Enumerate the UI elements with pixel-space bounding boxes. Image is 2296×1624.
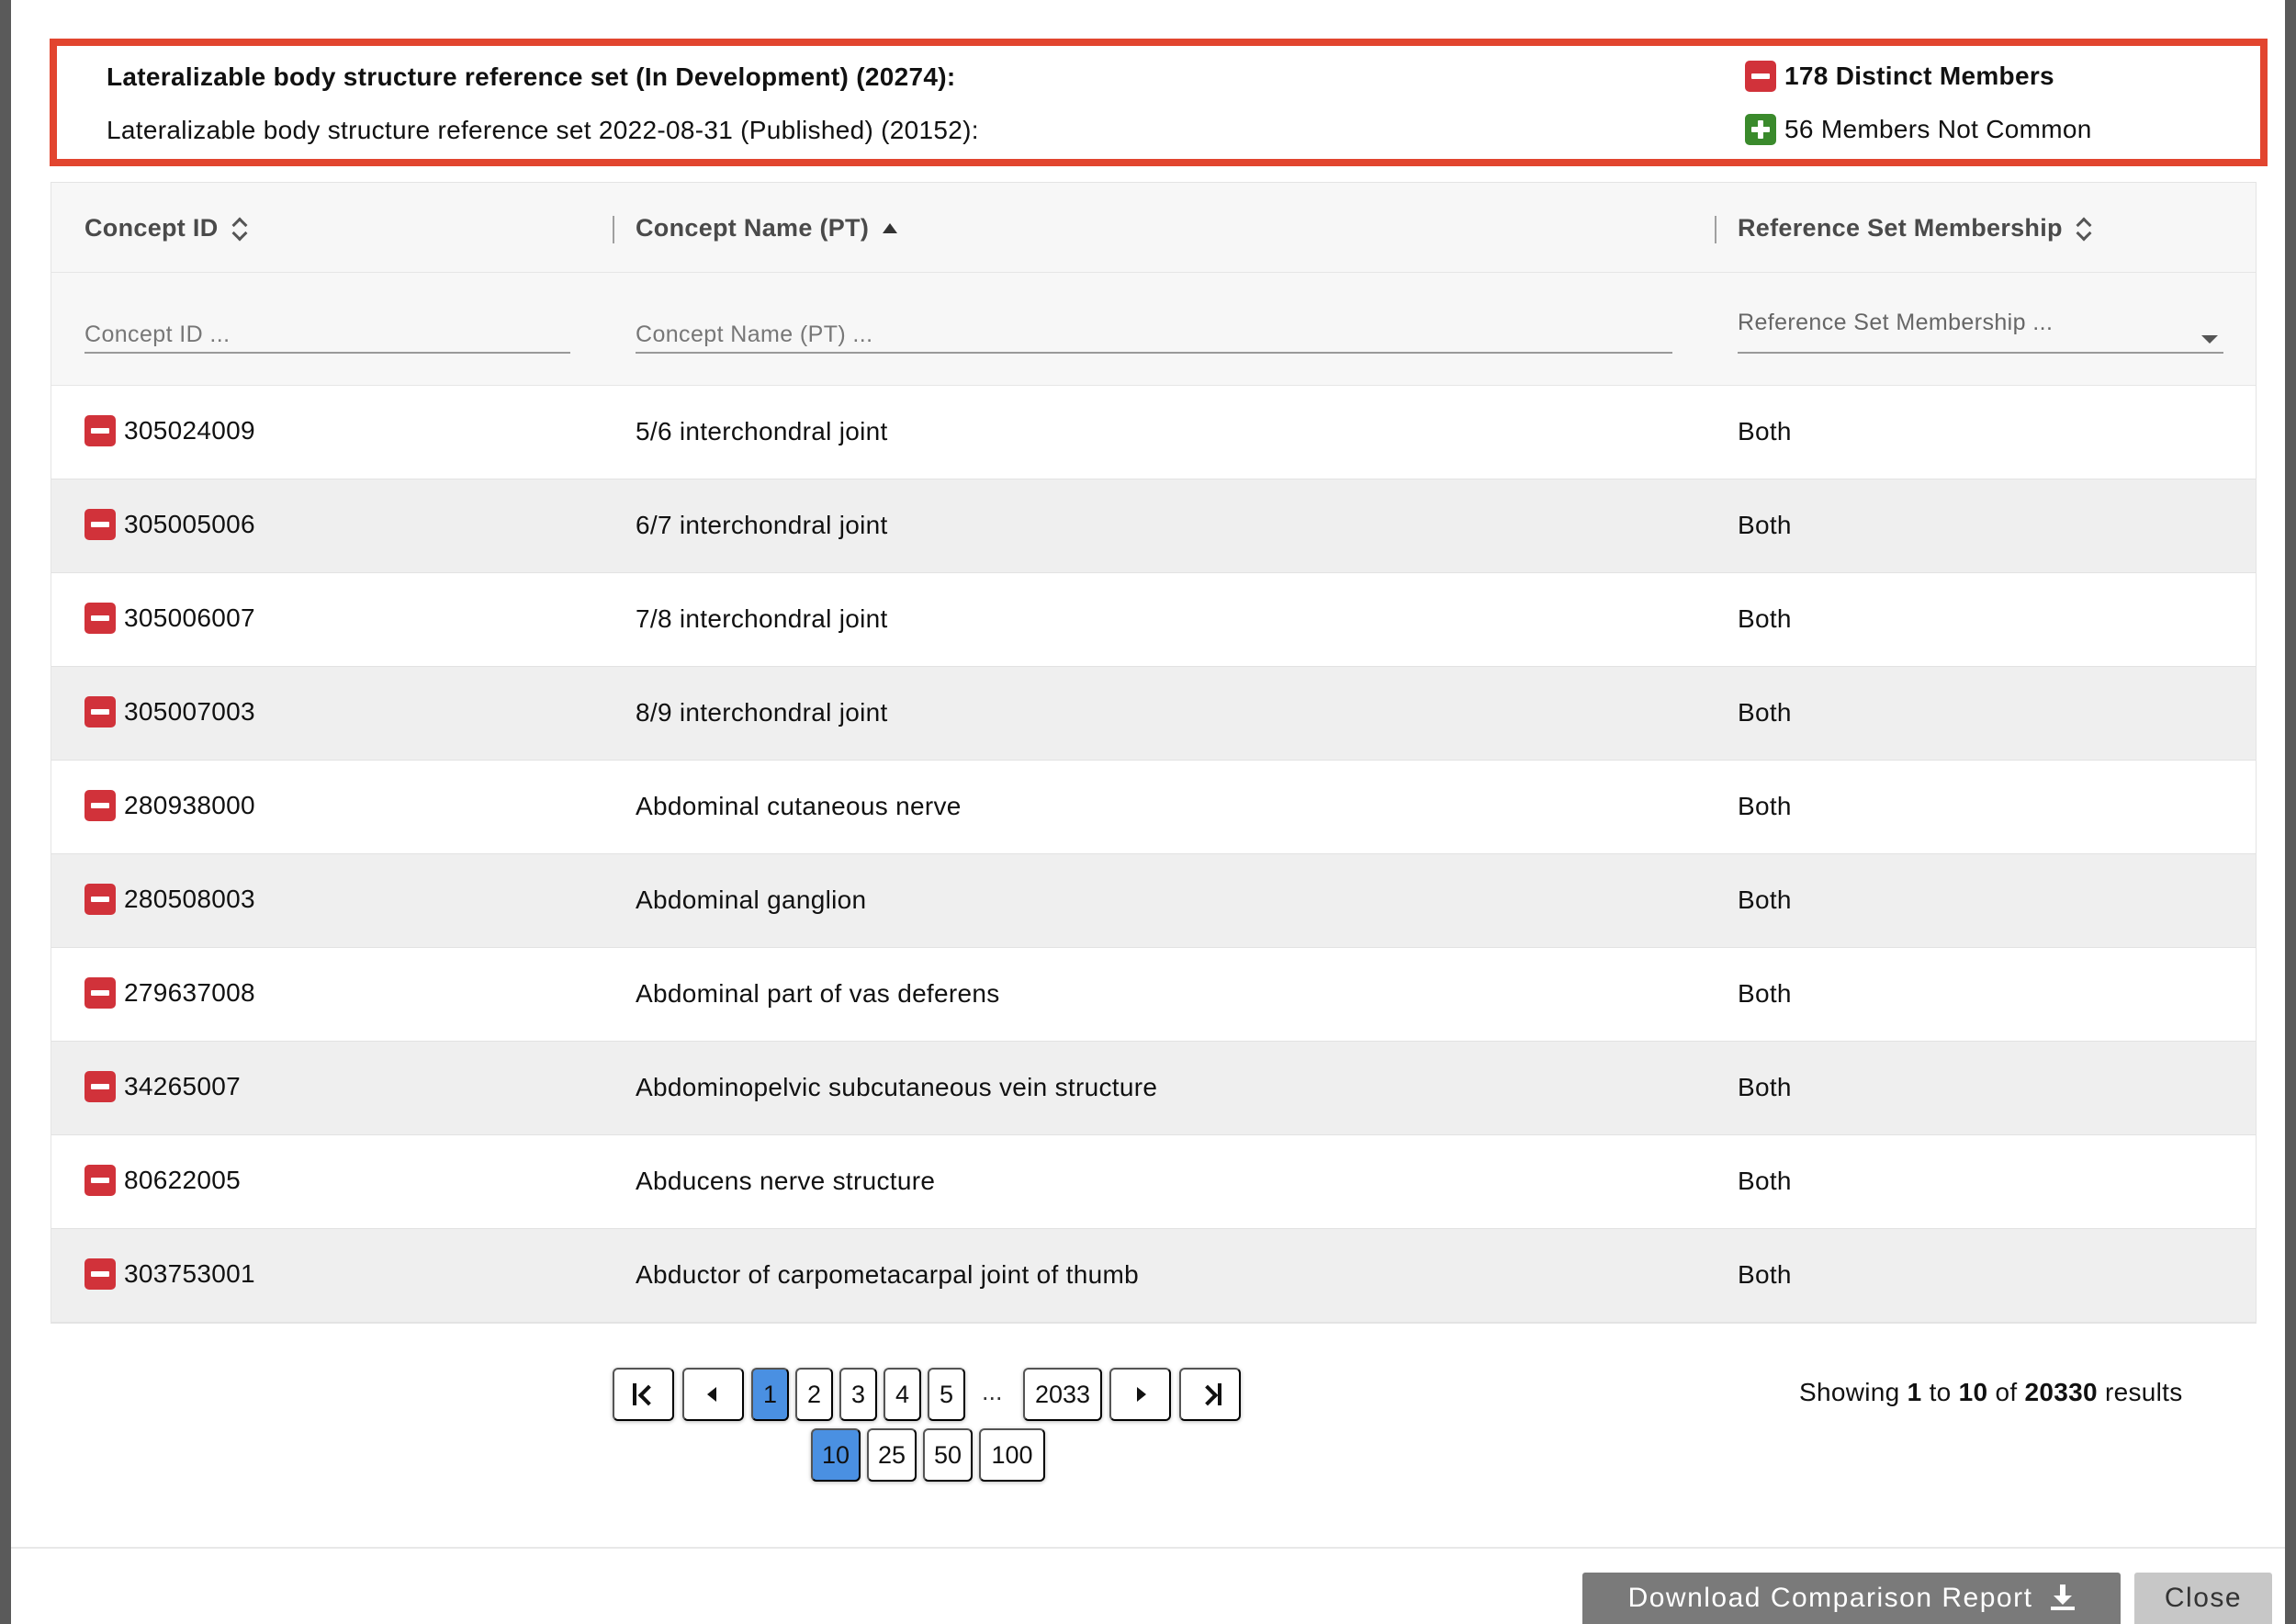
table-row[interactable] bbox=[51, 1229, 2256, 1323]
concept-id-text: 80622005 bbox=[124, 1166, 241, 1194]
concept-name-cell: 6/7 interchondral joint bbox=[636, 511, 888, 539]
table-header bbox=[51, 183, 2256, 273]
minus-square-icon bbox=[1745, 61, 1776, 92]
caret-left-icon bbox=[700, 1381, 727, 1408]
filter-row bbox=[51, 273, 2256, 386]
table-row[interactable] bbox=[51, 1042, 2256, 1135]
concept-name-cell: Abductor of carpometacarpal joint of thumb bbox=[636, 1260, 1140, 1289]
last-page-icon bbox=[1197, 1381, 1224, 1408]
concept-id-cell bbox=[84, 696, 255, 727]
concept-id-text: 305007003 bbox=[124, 697, 255, 726]
membership-cell: Both bbox=[1738, 698, 1792, 727]
concept-id-text: 34265007 bbox=[124, 1072, 241, 1100]
results-total: 20330 bbox=[2024, 1378, 2098, 1406]
prev-page-button[interactable] bbox=[682, 1368, 744, 1421]
concept-id-cell bbox=[84, 509, 255, 540]
comparison-summary bbox=[50, 39, 2268, 166]
page-button-1[interactable]: 1 bbox=[751, 1368, 789, 1421]
concept-id-cell bbox=[84, 415, 255, 446]
table-row[interactable] bbox=[51, 854, 2256, 948]
distinct-members-stat bbox=[1745, 61, 2054, 92]
table-body bbox=[51, 386, 2256, 1323]
concept-id-text: 280938000 bbox=[124, 791, 255, 819]
sort-unsorted-icon[interactable] bbox=[231, 218, 246, 240]
page-button-5[interactable]: 5 bbox=[928, 1368, 965, 1421]
concept-id-text: 279637008 bbox=[124, 978, 255, 1007]
chevron-down-icon bbox=[2201, 335, 2218, 344]
first-page-button[interactable] bbox=[613, 1368, 674, 1421]
concept-name-cell: Abdominopelvic subcutaneous vein structure bbox=[636, 1073, 1158, 1101]
table-row[interactable] bbox=[51, 386, 2256, 479]
header-concept-id-label: Concept ID bbox=[84, 214, 219, 242]
page-backdrop-right bbox=[2285, 0, 2296, 1624]
minus-square-icon[interactable] bbox=[84, 509, 116, 540]
close-button[interactable]: Close bbox=[2134, 1573, 2272, 1624]
page-button-3[interactable]: 3 bbox=[839, 1368, 877, 1421]
caret-right-icon bbox=[1127, 1381, 1154, 1408]
concept-id-text: 305006007 bbox=[124, 603, 255, 632]
minus-square-icon[interactable] bbox=[84, 1165, 116, 1196]
concept-id-cell bbox=[84, 603, 255, 634]
not-common-stat bbox=[1745, 114, 2092, 145]
header-concept-name-label: Concept Name (PT) bbox=[636, 214, 870, 242]
first-page-icon bbox=[630, 1381, 658, 1408]
minus-square-icon[interactable] bbox=[84, 884, 116, 915]
minus-square-icon[interactable] bbox=[84, 1071, 116, 1102]
minus-square-icon[interactable] bbox=[84, 790, 116, 821]
page-size-50[interactable]: 50 bbox=[923, 1428, 973, 1482]
page-size-25[interactable]: 25 bbox=[867, 1428, 917, 1482]
page-backdrop-left bbox=[0, 0, 11, 1624]
concept-name-cell: Abdominal cutaneous nerve bbox=[636, 792, 962, 820]
table-row[interactable] bbox=[51, 667, 2256, 761]
concept-id-cell bbox=[84, 977, 255, 1009]
results-from: 1 bbox=[1907, 1378, 1922, 1406]
concept-name-cell: Abdominal part of vas deferens bbox=[636, 979, 1000, 1008]
concept-name-filter-input[interactable] bbox=[636, 317, 1672, 354]
sort-ascending-icon[interactable] bbox=[882, 218, 896, 240]
table-row[interactable] bbox=[51, 573, 2256, 667]
concept-name-cell: 5/6 interchondral joint bbox=[636, 417, 888, 445]
download-icon bbox=[2051, 1585, 2075, 1612]
header-membership-label: Reference Set Membership bbox=[1738, 214, 2063, 242]
minus-square-icon[interactable] bbox=[84, 977, 116, 1009]
results-word: results bbox=[2104, 1378, 2183, 1406]
table-row[interactable] bbox=[51, 761, 2256, 854]
membership-cell: Both bbox=[1738, 1073, 1792, 1101]
summary-set-b-label: Lateralizable body structure reference set 2022-08-31 (Published) (20152): bbox=[107, 116, 979, 144]
concept-id-text: 305024009 bbox=[124, 416, 255, 445]
table-row[interactable] bbox=[51, 948, 2256, 1042]
page-size-100[interactable]: 100 bbox=[979, 1428, 1045, 1482]
column-resizer[interactable] bbox=[613, 216, 614, 243]
results-summary bbox=[1799, 1378, 2183, 1407]
pagination-ellipsis: ... bbox=[982, 1378, 1003, 1405]
not-common-text: 56 Members Not Common bbox=[1784, 115, 2092, 143]
to-word: to bbox=[1929, 1378, 1952, 1406]
minus-square-icon[interactable] bbox=[84, 603, 116, 634]
membership-filter-placeholder: Reference Set Membership ... bbox=[1738, 310, 2054, 335]
page-button-last-number[interactable]: 2033 bbox=[1023, 1368, 1102, 1421]
concept-id-text: 280508003 bbox=[124, 885, 255, 913]
table-row[interactable] bbox=[51, 1135, 2256, 1229]
header-concept-name[interactable] bbox=[636, 214, 896, 242]
membership-cell: Both bbox=[1738, 511, 1792, 539]
membership-cell: Both bbox=[1738, 979, 1792, 1008]
concept-id-cell bbox=[84, 1071, 241, 1102]
concept-name-cell: Abducens nerve structure bbox=[636, 1167, 936, 1195]
membership-cell: Both bbox=[1738, 1167, 1792, 1195]
minus-square-icon[interactable] bbox=[84, 696, 116, 727]
concept-id-cell bbox=[84, 790, 255, 821]
download-report-label: Download Comparison Report bbox=[1627, 1583, 2033, 1613]
membership-cell: Both bbox=[1738, 885, 1792, 914]
concept-id-text: 303753001 bbox=[124, 1259, 255, 1288]
membership-filter-select[interactable] bbox=[1738, 306, 2223, 354]
footer-divider bbox=[11, 1547, 2285, 1549]
comparison-modal bbox=[11, 0, 2285, 1624]
page-button-2[interactable]: 2 bbox=[795, 1368, 833, 1421]
concept-name-cell: Abdominal ganglion bbox=[636, 885, 867, 914]
distinct-members-text: 178 Distinct Members bbox=[1784, 62, 2054, 90]
summary-set-a-label: Lateralizable body structure reference set (In Development) (20274): bbox=[107, 62, 956, 91]
of-word: of bbox=[1995, 1378, 2018, 1406]
plus-square-icon bbox=[1745, 114, 1776, 145]
minus-square-icon[interactable] bbox=[84, 415, 116, 446]
page-button-4[interactable]: 4 bbox=[884, 1368, 921, 1421]
header-membership[interactable] bbox=[1738, 214, 2090, 242]
table-row[interactable] bbox=[51, 479, 2256, 573]
column-resizer[interactable] bbox=[1715, 216, 1716, 243]
membership-cell: Both bbox=[1738, 417, 1792, 445]
page-size-10[interactable]: 10 bbox=[811, 1428, 861, 1482]
concept-id-text: 305005006 bbox=[124, 510, 255, 538]
minus-square-icon[interactable] bbox=[84, 1258, 116, 1290]
concept-id-cell bbox=[84, 884, 255, 915]
concept-id-cell bbox=[84, 1165, 241, 1196]
members-table bbox=[51, 182, 2257, 1324]
download-report-button[interactable] bbox=[1582, 1573, 2121, 1624]
sort-unsorted-icon[interactable] bbox=[2076, 218, 2090, 240]
membership-cell: Both bbox=[1738, 604, 1792, 633]
showing-prefix: Showing bbox=[1799, 1378, 1900, 1406]
concept-name-cell: 7/8 interchondral joint bbox=[636, 604, 888, 633]
membership-cell: Both bbox=[1738, 792, 1792, 820]
concept-name-cell: 8/9 interchondral joint bbox=[636, 698, 888, 727]
next-page-button[interactable] bbox=[1109, 1368, 1171, 1421]
concept-id-filter-input[interactable] bbox=[84, 317, 570, 354]
concept-id-cell bbox=[84, 1258, 255, 1290]
last-page-button[interactable] bbox=[1179, 1368, 1241, 1421]
header-concept-id[interactable] bbox=[84, 214, 246, 242]
results-to: 10 bbox=[1958, 1378, 1988, 1406]
membership-cell: Both bbox=[1738, 1260, 1792, 1289]
